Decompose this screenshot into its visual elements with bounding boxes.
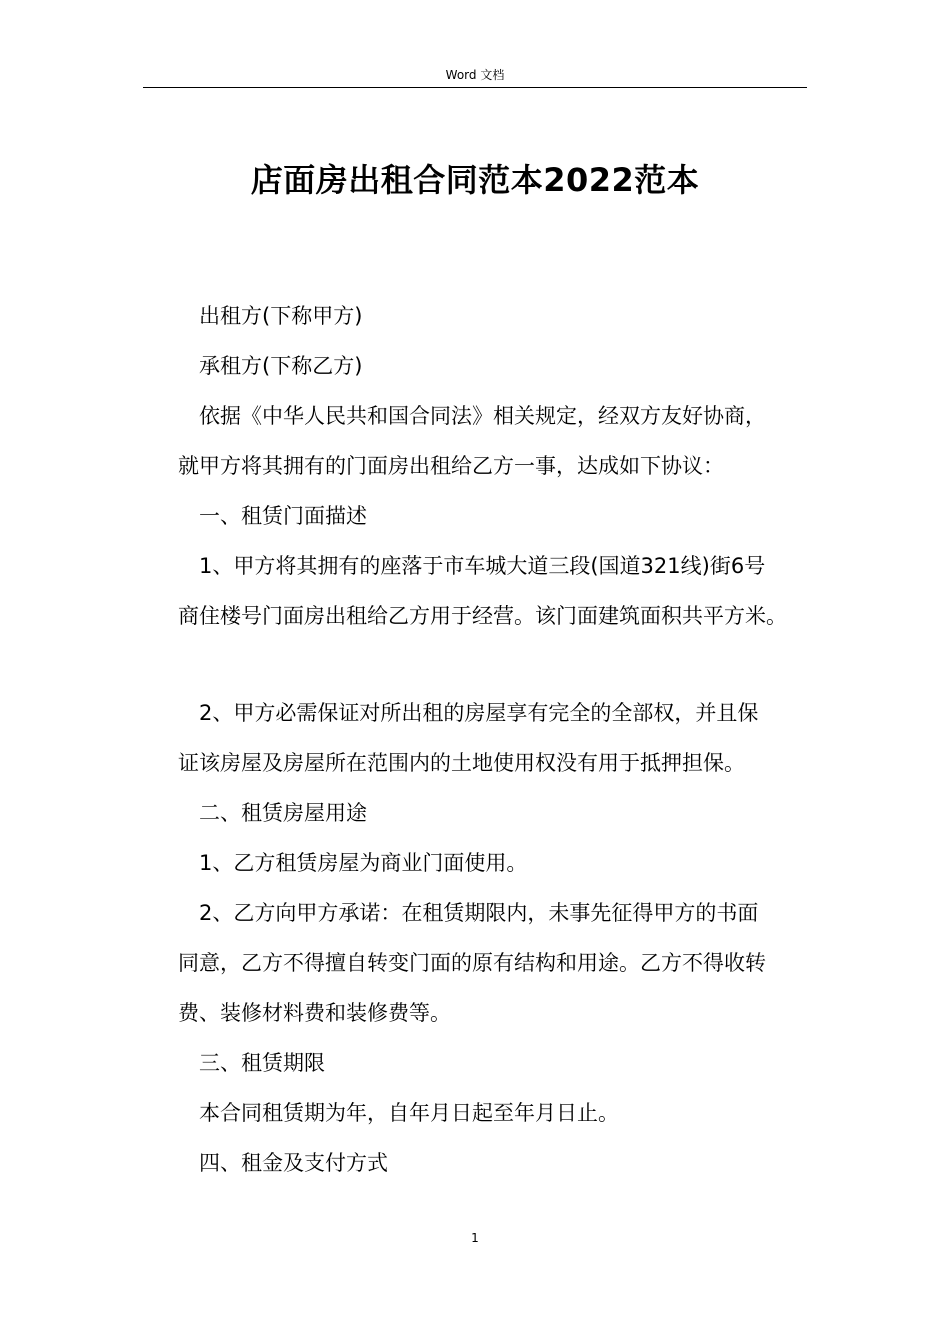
paragraph-lessor: 出租方(下称甲方) bbox=[199, 304, 363, 328]
page-number: 1 bbox=[471, 1231, 479, 1245]
section-heading-1: 一、租赁门面描述 bbox=[199, 504, 367, 528]
clause-2-2-line-3: 费、装修材料费和装修费等。 bbox=[178, 1001, 451, 1025]
paragraph-block-2 bbox=[178, 688, 818, 1188]
clause-2-2-line-1: 2、乙方向甲方承诺：在租赁期限内，未事先征得甲方的书面 bbox=[199, 901, 759, 925]
section-heading-2: 二、租赁房屋用途 bbox=[199, 801, 367, 825]
document-title: 店面房出租合同范本2022范本 bbox=[250, 161, 700, 199]
clause-3-1: 本合同租赁期为年，自年月日起至年月日止。 bbox=[199, 1101, 619, 1125]
section-heading-4: 四、租金及支付方式 bbox=[199, 1151, 388, 1175]
paragraph-block-1 bbox=[178, 291, 818, 641]
clause-1-1-line-2: 商住楼号门面房出租给乙方用于经营。该门面建筑面积共平方米。 bbox=[178, 604, 787, 628]
clause-1-2-line-1: 2、甲方必需保证对所出租的房屋享有完全的全部权，并且保 bbox=[199, 701, 759, 725]
clause-1-1-line-1: 1、甲方将其拥有的座落于市车城大道三段(国道321线)街6号 bbox=[199, 554, 766, 578]
clause-2-1: 1、乙方租赁房屋为商业门面使用。 bbox=[199, 851, 528, 875]
paragraph-intro-line-2: 就甲方将其拥有的门面房出租给乙方一事，达成如下协议： bbox=[178, 454, 724, 478]
section-heading-3: 三、租赁期限 bbox=[199, 1051, 325, 1075]
page-header-label: Word 文档 bbox=[445, 68, 505, 82]
paragraph-intro-line-1: 依据《中华人民共和国合同法》相关规定，经双方友好协商， bbox=[199, 404, 766, 428]
header-divider bbox=[143, 87, 807, 88]
clause-2-2-line-2: 同意，乙方不得擅自转变门面的原有结构和用途。乙方不得收转 bbox=[178, 951, 766, 975]
paragraph-lessee: 承租方(下称乙方) bbox=[199, 354, 363, 378]
clause-1-2-line-2: 证该房屋及房屋所在范围内的土地使用权没有用于抵押担保。 bbox=[178, 751, 745, 775]
